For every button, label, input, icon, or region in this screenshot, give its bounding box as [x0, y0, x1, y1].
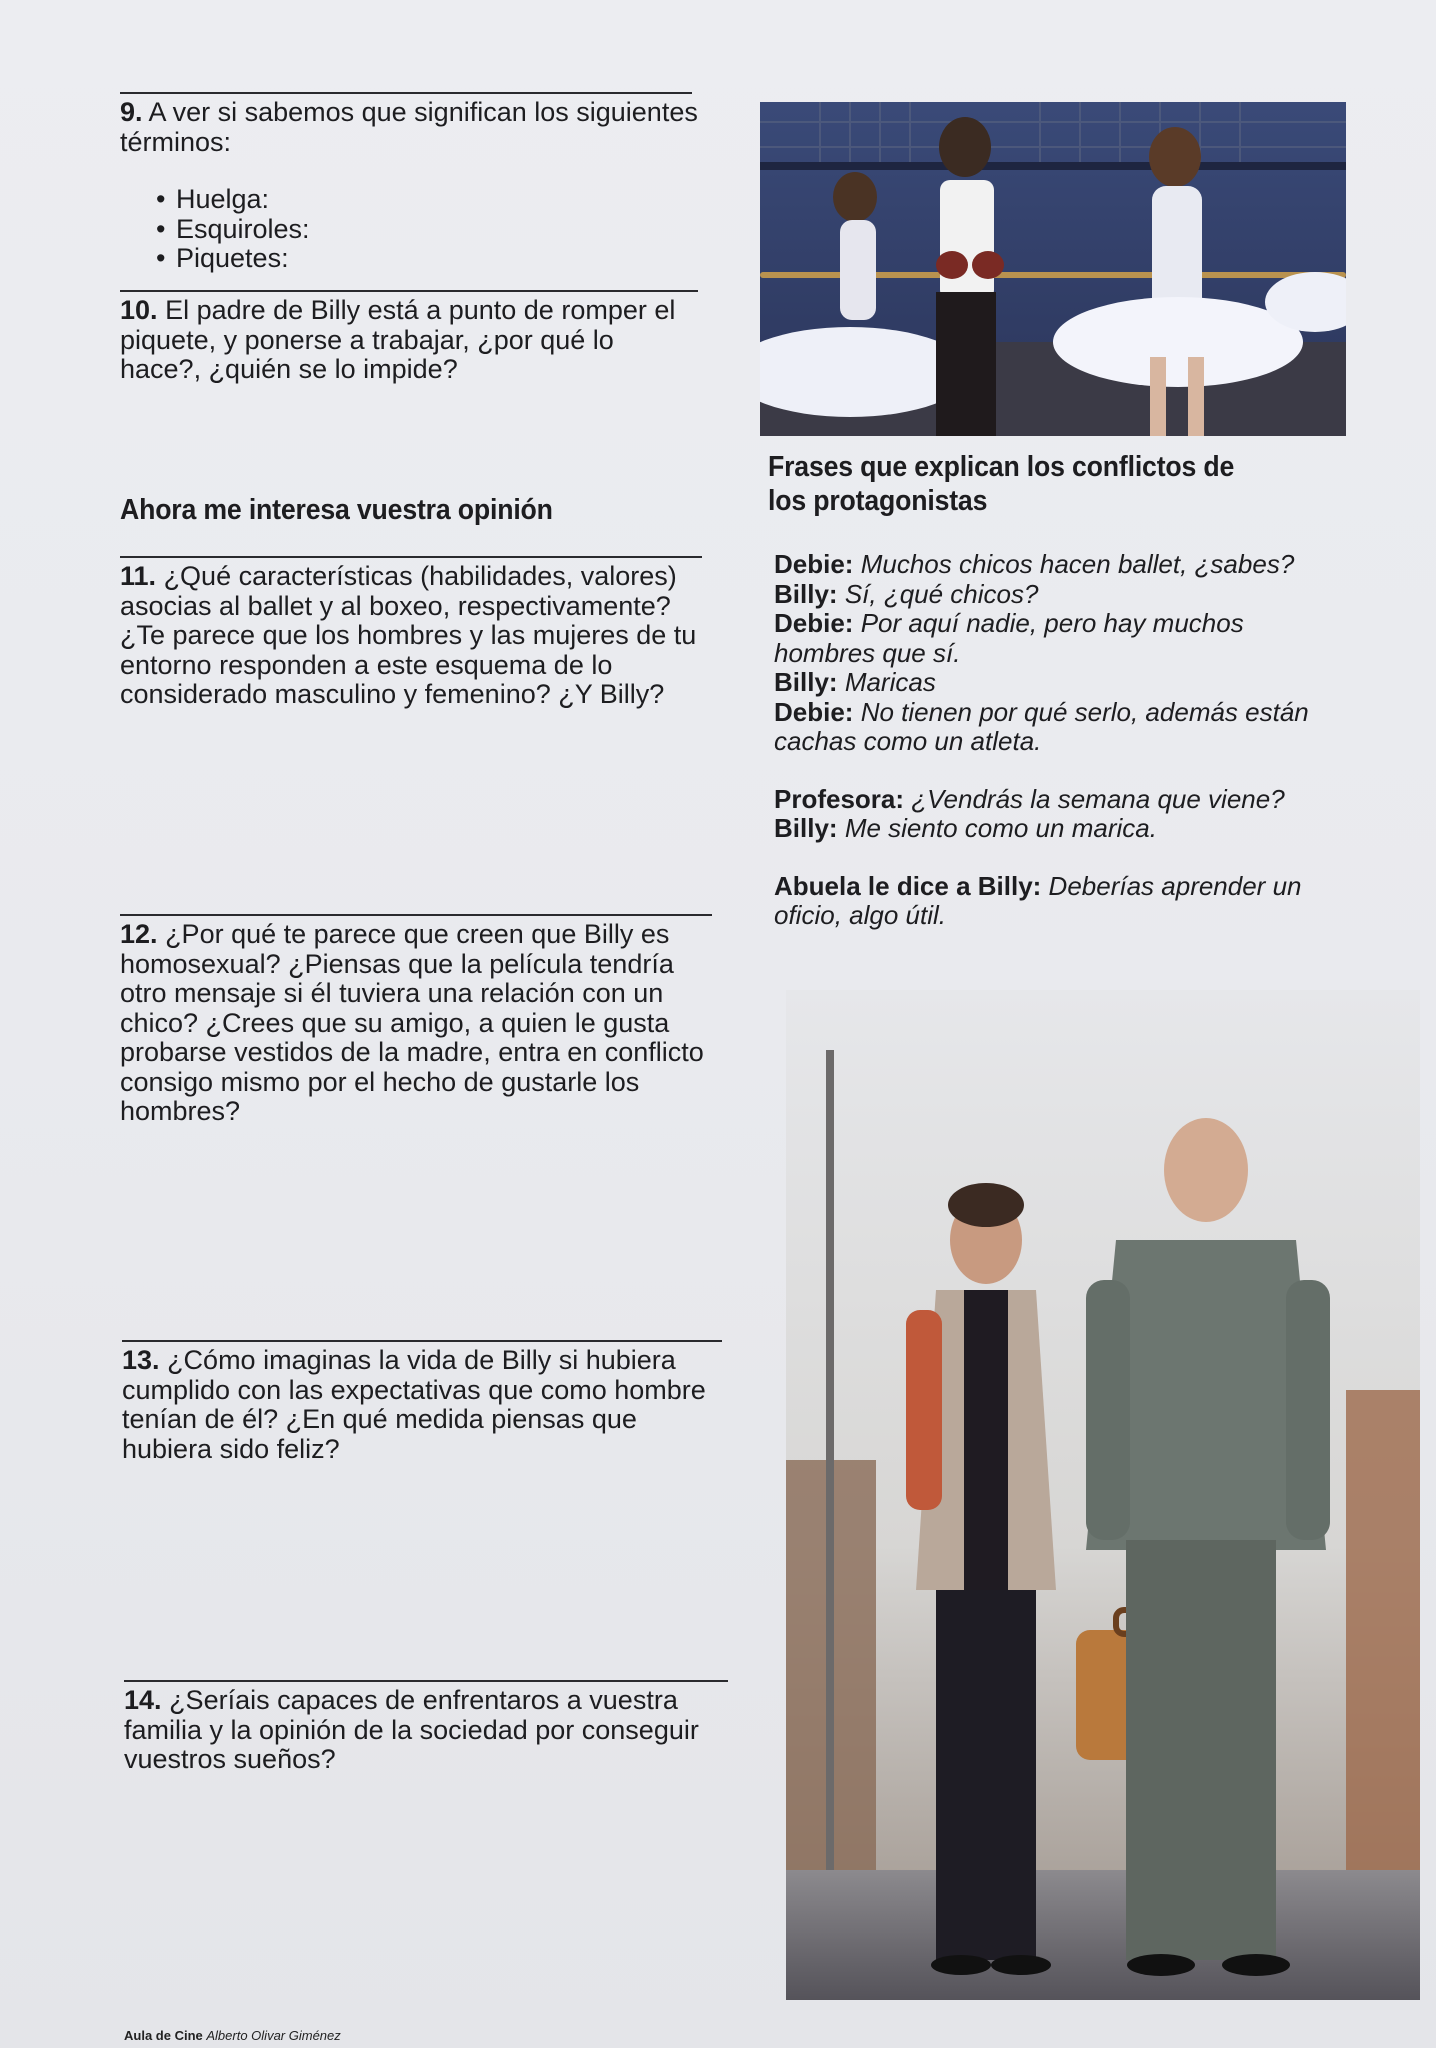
rule-q9	[120, 92, 692, 94]
dialogue-line	[774, 580, 1374, 610]
question-14	[124, 1686, 736, 1775]
line: Por aquí nadie, pero hay muchos hombres que sí.	[774, 608, 1244, 668]
dialogue-line	[774, 814, 1374, 844]
rule-q14	[124, 1680, 728, 1682]
footer	[124, 2028, 341, 2043]
dialogue-quotes	[774, 550, 1374, 931]
question-text: A ver si sabemos que significan los siguientes términos:	[120, 97, 698, 157]
speaker: Debie:	[774, 608, 854, 638]
term-item: • Piquetes:	[156, 244, 700, 274]
question-number: 11.	[120, 561, 157, 591]
rule-q11	[120, 556, 702, 558]
question-number: 12.	[120, 919, 158, 949]
question-11	[120, 562, 716, 710]
footer-series: Aula de Cine	[124, 2028, 203, 2043]
question-number: 9.	[120, 97, 143, 127]
question-number: 14.	[124, 1685, 162, 1715]
billy-and-father-illustration	[786, 990, 1420, 2000]
speaker: Billy:	[774, 813, 838, 843]
line: No tienen por qué serlo, además están cachas como un atleta.	[774, 696, 1309, 756]
line: Muchos chicos hacen ballet, ¿sabes?	[860, 549, 1295, 579]
question-9	[120, 98, 700, 274]
line: Maricas	[844, 667, 936, 697]
speaker: Profesora:	[774, 783, 905, 814]
billy-and-father-photo	[786, 990, 1420, 2000]
terms-list	[120, 185, 700, 274]
rule-q10	[120, 290, 698, 292]
question-text: ¿Qué características (habilidades, valores) asocias al ballet y al boxeo, respectivamente? ¿Te parece que los hombres y las mujeres de tu entorno responden a este esquema de lo considerado masculino y femenino? ¿Y Billy?	[120, 561, 697, 709]
term-item: • Huelga:	[156, 185, 700, 215]
rule-q12	[120, 914, 712, 916]
question-text: El padre de Billy está a punto de romper el piquete, y ponerse a trabajar, ¿por qué lo hace?, ¿quién se lo impide?	[120, 295, 676, 384]
dialogue-line	[774, 698, 1374, 757]
speaker: Debie:	[774, 696, 854, 727]
ballet-class-illustration	[760, 102, 1346, 436]
dialogue-line	[774, 550, 1374, 580]
rule-q13	[122, 1340, 722, 1342]
line: ¿Vendrás la semana que viene?	[911, 783, 1285, 814]
dialogue-line	[774, 872, 1374, 931]
question-number: 10.	[120, 295, 158, 325]
line: Deberías aprender un oficio, algo útil.	[774, 870, 1302, 930]
speaker: Debie:	[774, 549, 854, 579]
question-10	[120, 296, 700, 385]
line: Sí, ¿qué chicos?	[844, 578, 1039, 609]
right-heading: Frases que explican los conflictos de los protagonistas	[768, 451, 1235, 517]
speaker: Abuela le dice a Billy:	[774, 870, 1042, 901]
dialogue-line	[774, 785, 1374, 815]
question-12	[120, 920, 720, 1127]
question-13	[122, 1346, 734, 1464]
question-text: ¿Seríais capaces de enfrentaros a vuestra familia y la opinión de la sociedad por conseguir vuestros sueños?	[124, 1685, 699, 1774]
term-item: • Esquiroles:	[156, 215, 700, 245]
dialogue-line	[774, 668, 1374, 698]
question-text: ¿Por qué te parece que creen que Billy es homosexual? ¿Piensas que la película tendría otro mensaje si él tuviera una relación con un chico? ¿Crees que su amigo, a quien le gusta probarse vestidos de la madre, entra en conflicto consigo mismo por el hecho de gustarle los hombres?	[120, 919, 704, 1126]
footer-author: Alberto Olivar Giménez	[206, 2028, 341, 2043]
line: Me siento como un marica.	[844, 813, 1157, 843]
question-number: 13.	[122, 1345, 160, 1375]
question-text: ¿Cómo imaginas la vida de Billy si hubiera cumplido con las expectativas que como hombre tenían de él? ¿En qué medida piensas que hubiera sido feliz?	[122, 1345, 706, 1464]
dialogue-line	[774, 609, 1314, 668]
ballet-class-photo	[760, 102, 1346, 436]
section-heading-opinion: Ahora me interesa vuestra opinión	[120, 494, 553, 526]
speaker: Billy:	[774, 578, 838, 609]
speaker: Billy:	[774, 667, 838, 697]
